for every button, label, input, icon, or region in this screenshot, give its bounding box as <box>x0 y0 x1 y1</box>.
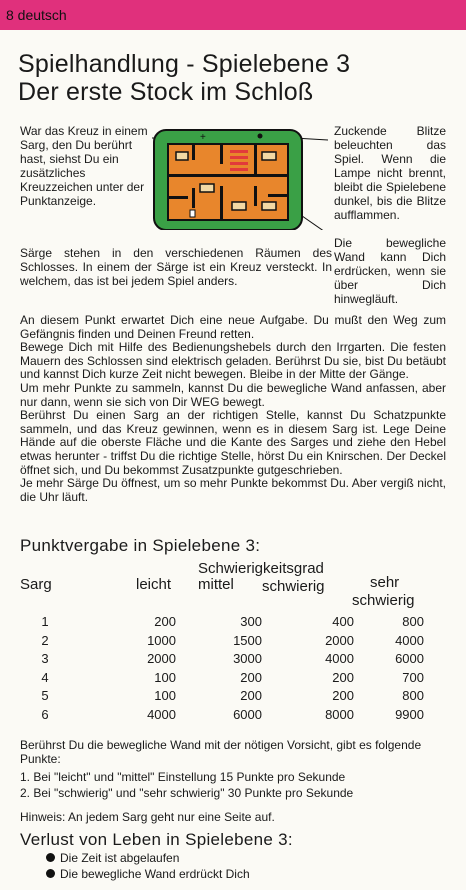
sehr-schwierig-cell: 9900 <box>395 706 424 722</box>
schwierig-cell: 4000 <box>325 651 354 666</box>
sarg-cell: 3 <box>41 651 49 666</box>
leicht-cell: 1000 <box>147 632 176 648</box>
list-item: Die bewegliche Wand erdrückt Dich <box>46 866 250 882</box>
col-sehr-schwierig: schwierig <box>352 592 415 609</box>
coffin-description: Särge stehen in den verschiedenen Räumen des Schlosses. In einem der Särge ist ein Kreuz versteckt. In welchem, das ist bei jedem Spiel anders. <box>20 246 332 288</box>
callout-cross: War das Kreuz in einem Sarg, den Du berührt hast, siehst Du ein zusätzliches Kreuzzeichen unter der Punktanzeige. <box>20 124 148 208</box>
header-bar <box>0 0 466 30</box>
mittel-cell: 1500 <box>233 632 262 648</box>
mittel-cell: 200 <box>240 669 262 685</box>
sarg-cell: 2 <box>41 632 49 648</box>
mittel-cell: 200 <box>240 688 262 703</box>
game-screen-illustration <box>152 126 328 230</box>
leicht-cell: 100 <box>154 669 176 685</box>
page-title <box>18 50 458 106</box>
difficulty-group-header: Schwierigkeitsgrad <box>198 560 324 577</box>
cross-marker-icon: + <box>200 132 206 143</box>
hint: Hinweis: An jedem Sarg geht nur eine Seite auf. <box>20 810 275 824</box>
col-schwierig: schwierig <box>262 578 325 595</box>
sarg-cell: 6 <box>41 706 49 722</box>
instruction-paragraph: Berührst Du einen Sarg an der richtigen Stelle, kannst Du Schatzpunkte sammeln, und das Kreuz gewinnen, wenn es in diesem Sarg ist. Lege Deine Hände auf die oberste Fläche und die Kante des Sarges und ziehe den Hebel etwas herunter - triffst Du die richtige Stelle, hörst Du ein Knirschen. Der Deckel öffnet sich, und Du bekommst Zusatzpunkte gutgeschrieben. <box>20 408 446 477</box>
schwierig-cell: 200 <box>332 688 354 703</box>
instruction-paragraph: Bewege Dich mit Hilfe des Bedienungshebels durch den Irrgarten. Die festen Mauern des Schlossen sind elektrisch geladen. Berührst Du sie, bist Du betäubt und kannst Dich kurze Zeit nicht bewegen. Bleibe in der Mitte der Gänge. <box>20 340 446 382</box>
mittel-cell: 6000 <box>233 706 262 722</box>
instructions <box>20 314 446 504</box>
sehr-schwierig-cell: 4000 <box>395 632 424 648</box>
wall-points-1: 1. Bei "leicht" und "mittel" Einstellung 15 Punkte pro Sekunde <box>20 770 346 784</box>
leicht-cell: 100 <box>154 688 176 703</box>
col-sarg: Sarg <box>20 576 52 593</box>
schwierig-cell: 200 <box>332 669 354 685</box>
sehr-schwierig-cell: 700 <box>402 669 424 685</box>
col-leicht: leicht <box>136 576 172 593</box>
lives-heading: Verlust von Leben in Spielebene 3: <box>20 830 293 849</box>
page-label: 8 deutsch <box>6 7 67 23</box>
title-line-2: Der erste Stock im Schloß <box>18 78 314 106</box>
mittel-cell: 3000 <box>233 651 262 666</box>
points-heading: Punktvergabe in Spielebene 3: <box>20 536 261 555</box>
schwierig-cell: 8000 <box>325 706 354 722</box>
wall-note: Berührst Du die bewegliche Wand mit der nötigen Vorsicht, gibt es folgende Punkte: <box>20 738 422 766</box>
schwierig-cell: 2000 <box>325 632 354 648</box>
lives-list <box>46 850 250 882</box>
instruction-paragraph: An diesem Punkt erwartet Dich eine neue Aufgabe. Du mußt den Weg zum Gefängnis finden und Deinen Freund retten. <box>20 313 446 341</box>
callout-lightning: Zuckende Blitze beleuchten das Spiel. Wenn die Lampe nicht brennt, bleibt die Spielebene dunkel, bis die Blitze aufflammen. <box>334 124 446 222</box>
leicht-cell: 200 <box>154 614 176 629</box>
sarg-cell: 4 <box>41 669 49 685</box>
callout-moving-wall: Die bewegliche Wand kann Dich erdrücken, wenn sie über Dich hinwegläuft. <box>334 236 446 306</box>
leicht-cell: 4000 <box>147 706 176 722</box>
leicht-cell: 2000 <box>147 651 176 666</box>
title-line-1: Spielhandlung - Spielebene 3 <box>18 50 351 78</box>
sarg-cell: 5 <box>41 688 49 703</box>
sehr-schwierig-cell: 6000 <box>395 651 424 666</box>
sarg-cell: 1 <box>41 614 49 629</box>
schwierig-cell: 400 <box>332 614 354 629</box>
col-mittel: mittel <box>198 576 234 593</box>
wall-points-2: 2. Bei "schwierig" und "sehr schwierig" 30 Punkte pro Sekunde <box>20 786 354 800</box>
instruction-paragraph: Je mehr Särge Du öffnest, um so mehr Punkte bekommst Du. Aber vergiß nicht, die Uhr läuft. <box>20 476 446 504</box>
sehr-schwierig-cell: 800 <box>402 614 424 629</box>
sehr-schwierig-cell: 800 <box>402 688 424 703</box>
player-icon <box>190 210 195 217</box>
list-item: Die Zeit ist abgelaufen <box>46 850 250 866</box>
col-sehr: sehr <box>370 574 400 591</box>
lamp-marker-icon <box>258 134 263 139</box>
mittel-cell: 300 <box>240 614 262 629</box>
instruction-paragraph: Um mehr Punkte zu sammeln, kannst Du die bewegliche Wand anfassen, aber nur dann, wenn sie sich von Dir WEG bewegt. <box>20 380 446 409</box>
